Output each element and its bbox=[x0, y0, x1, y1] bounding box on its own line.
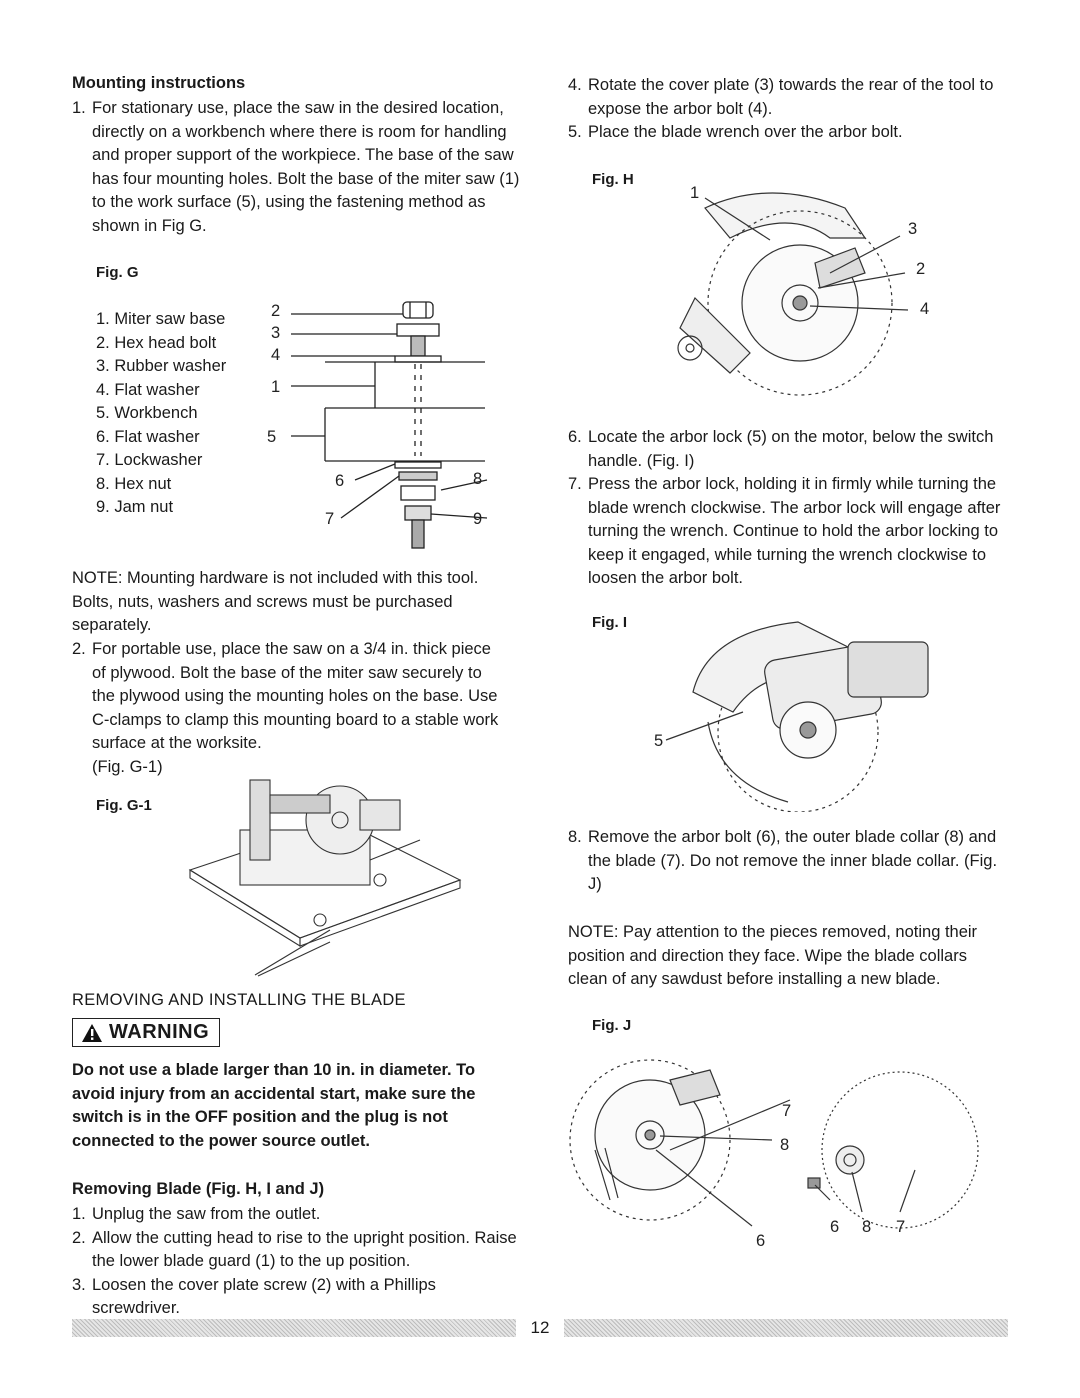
removing-blade-steps bbox=[72, 1203, 522, 1321]
callout-label: 8 bbox=[862, 1218, 872, 1236]
fig-i-label: Fig. I bbox=[592, 614, 627, 631]
list-item: 8. Remove the arbor bolt (6), the outer blade collar (8) and the blade (7). Do not remove the inner blade collar. (Fig. J) bbox=[568, 828, 998, 893]
fig-i-arbor-lock-diagram bbox=[648, 612, 948, 812]
note-mounting-hardware: NOTE: Mounting hardware is not included with this tool. Bolts, nuts, washers and screws must be purchased separately. bbox=[72, 569, 479, 634]
fig-g-label: Fig. G bbox=[96, 264, 139, 281]
part-item: 7. Lockwasher bbox=[96, 451, 203, 469]
callout-label: 5 bbox=[654, 732, 664, 750]
fig-h-label: Fig. H bbox=[592, 171, 634, 188]
callout-label: 7 bbox=[896, 1218, 906, 1236]
part-item: 1. Miter saw base bbox=[96, 310, 226, 328]
mounting-heading: Mounting instructions bbox=[72, 74, 246, 92]
list-item: 2. Allow the cutting head to rise to the upright position. Raise the lower blade guard (1) to the up position. bbox=[72, 1228, 517, 1270]
callout-label: 6 bbox=[756, 1232, 766, 1250]
list-item: 1. Unplug the saw from the outlet. bbox=[72, 1205, 321, 1223]
warning-text: Do not use a blade larger than 10 in. in diameter. To avoid injury from an accidental start, make sure the switch is in the OFF position and the plug is not connected to the power source outlet. bbox=[72, 1061, 476, 1150]
callout-label: 4 bbox=[920, 300, 930, 318]
warning-label: WARNING bbox=[109, 1021, 210, 1043]
callout-label: 2 bbox=[271, 302, 281, 320]
right-step-8 bbox=[568, 826, 1008, 897]
fig-h-cover-plate-diagram bbox=[610, 178, 940, 408]
fig-g1-label: Fig. G-1 bbox=[96, 797, 152, 814]
part-item: 8. Hex nut bbox=[96, 474, 172, 493]
callout-label: 4 bbox=[271, 346, 281, 364]
removing-blade-heading: Removing Blade (Fig. H, I and J) bbox=[72, 1180, 325, 1198]
right-steps-6-7 bbox=[568, 426, 1008, 591]
part-item: 2. Hex head bolt bbox=[96, 333, 217, 352]
part-item: 5. Workbench bbox=[96, 404, 198, 422]
list-item: 2. For portable use, place the saw on a 3/4 in. thick piece of plywood. Bolt the base of the miter saw securely to the plywood using the mounting holes on the base. Use C-clamps to clamp this mounting board to a stable work surface at the worksite. (Fig. G-1) bbox=[72, 640, 499, 776]
removing-installing-heading: REMOVING AND INSTALLING THE BLADE bbox=[72, 991, 406, 1009]
part-item: 9. Jam nut bbox=[96, 498, 174, 516]
page-number: 12 bbox=[530, 1318, 550, 1337]
part-item: 6. Flat washer bbox=[96, 427, 200, 446]
callout-label: 6 bbox=[335, 472, 345, 490]
callout-label: 7 bbox=[325, 510, 335, 528]
list-item: 1. For stationary use, place the saw in the desired location, directly on a workbench where there is room for handling and proper support of the workpiece. The base of the saw has four mounting holes. Bolt the base of the miter saw (1) to the work surface (5), using the fastening method as shown in Fig G. bbox=[72, 99, 520, 235]
callout-label: 8 bbox=[780, 1136, 790, 1154]
right-steps-4-5 bbox=[568, 74, 1008, 145]
list-item: 7. Press the arbor lock, holding it in firmly while turning the blade wrench clockwise. The arbor lock will engage after turning the wrench. Continue to hold the arbor locking to keep it engaged, while turning the wrench clockwise to loosen the arbor bolt. bbox=[568, 475, 1001, 587]
callout-label: 1 bbox=[690, 184, 700, 202]
callout-label: 8 bbox=[473, 470, 483, 488]
callout-label: 2 bbox=[916, 260, 926, 278]
list-item: 3. Loosen the cover plate screw (2) with a Phillips screwdriver. bbox=[72, 1275, 436, 1317]
list-item: 4. Rotate the cover plate (3) towards the rear of the tool to expose the arbor bolt (4). bbox=[568, 76, 994, 118]
callout-label: 1 bbox=[271, 378, 281, 396]
callout-label: 7 bbox=[782, 1102, 792, 1120]
portable-step-list bbox=[72, 638, 502, 779]
fig-g-hardware-diagram bbox=[255, 296, 495, 556]
footer-stripe-left bbox=[72, 1319, 516, 1337]
warning-triangle-icon bbox=[81, 1023, 103, 1043]
fig-g-parts-list bbox=[96, 308, 226, 520]
footer-stripe-right bbox=[564, 1319, 1008, 1337]
part-item: 3. Rubber washer bbox=[96, 357, 227, 375]
callout-label: 6 bbox=[830, 1218, 840, 1236]
note-blade-collars: NOTE: Pay attention to the pieces removed, noting their position and direction they face. Wipe the blade collars clean of any sawdust before installing a new blade. bbox=[568, 923, 978, 988]
mounting-step-list bbox=[72, 97, 522, 238]
fig-j-label: Fig. J bbox=[592, 1017, 632, 1034]
list-item: 6. Locate the arbor lock (5) on the motor, below the switch handle. (Fig. I) bbox=[568, 428, 994, 470]
part-item: 4. Flat washer bbox=[96, 380, 200, 399]
fig-j-blade-removal-diagram bbox=[560, 1040, 1000, 1280]
list-item: 5. Place the blade wrench over the arbor bolt. bbox=[568, 123, 903, 141]
callout-label: 5 bbox=[267, 428, 277, 446]
callout-label: 3 bbox=[271, 324, 281, 342]
callout-label: 3 bbox=[908, 220, 918, 238]
warning-box bbox=[72, 1018, 220, 1048]
fig-g1-saw-on-plywood-diagram bbox=[180, 760, 470, 980]
callout-label: 9 bbox=[473, 510, 483, 528]
